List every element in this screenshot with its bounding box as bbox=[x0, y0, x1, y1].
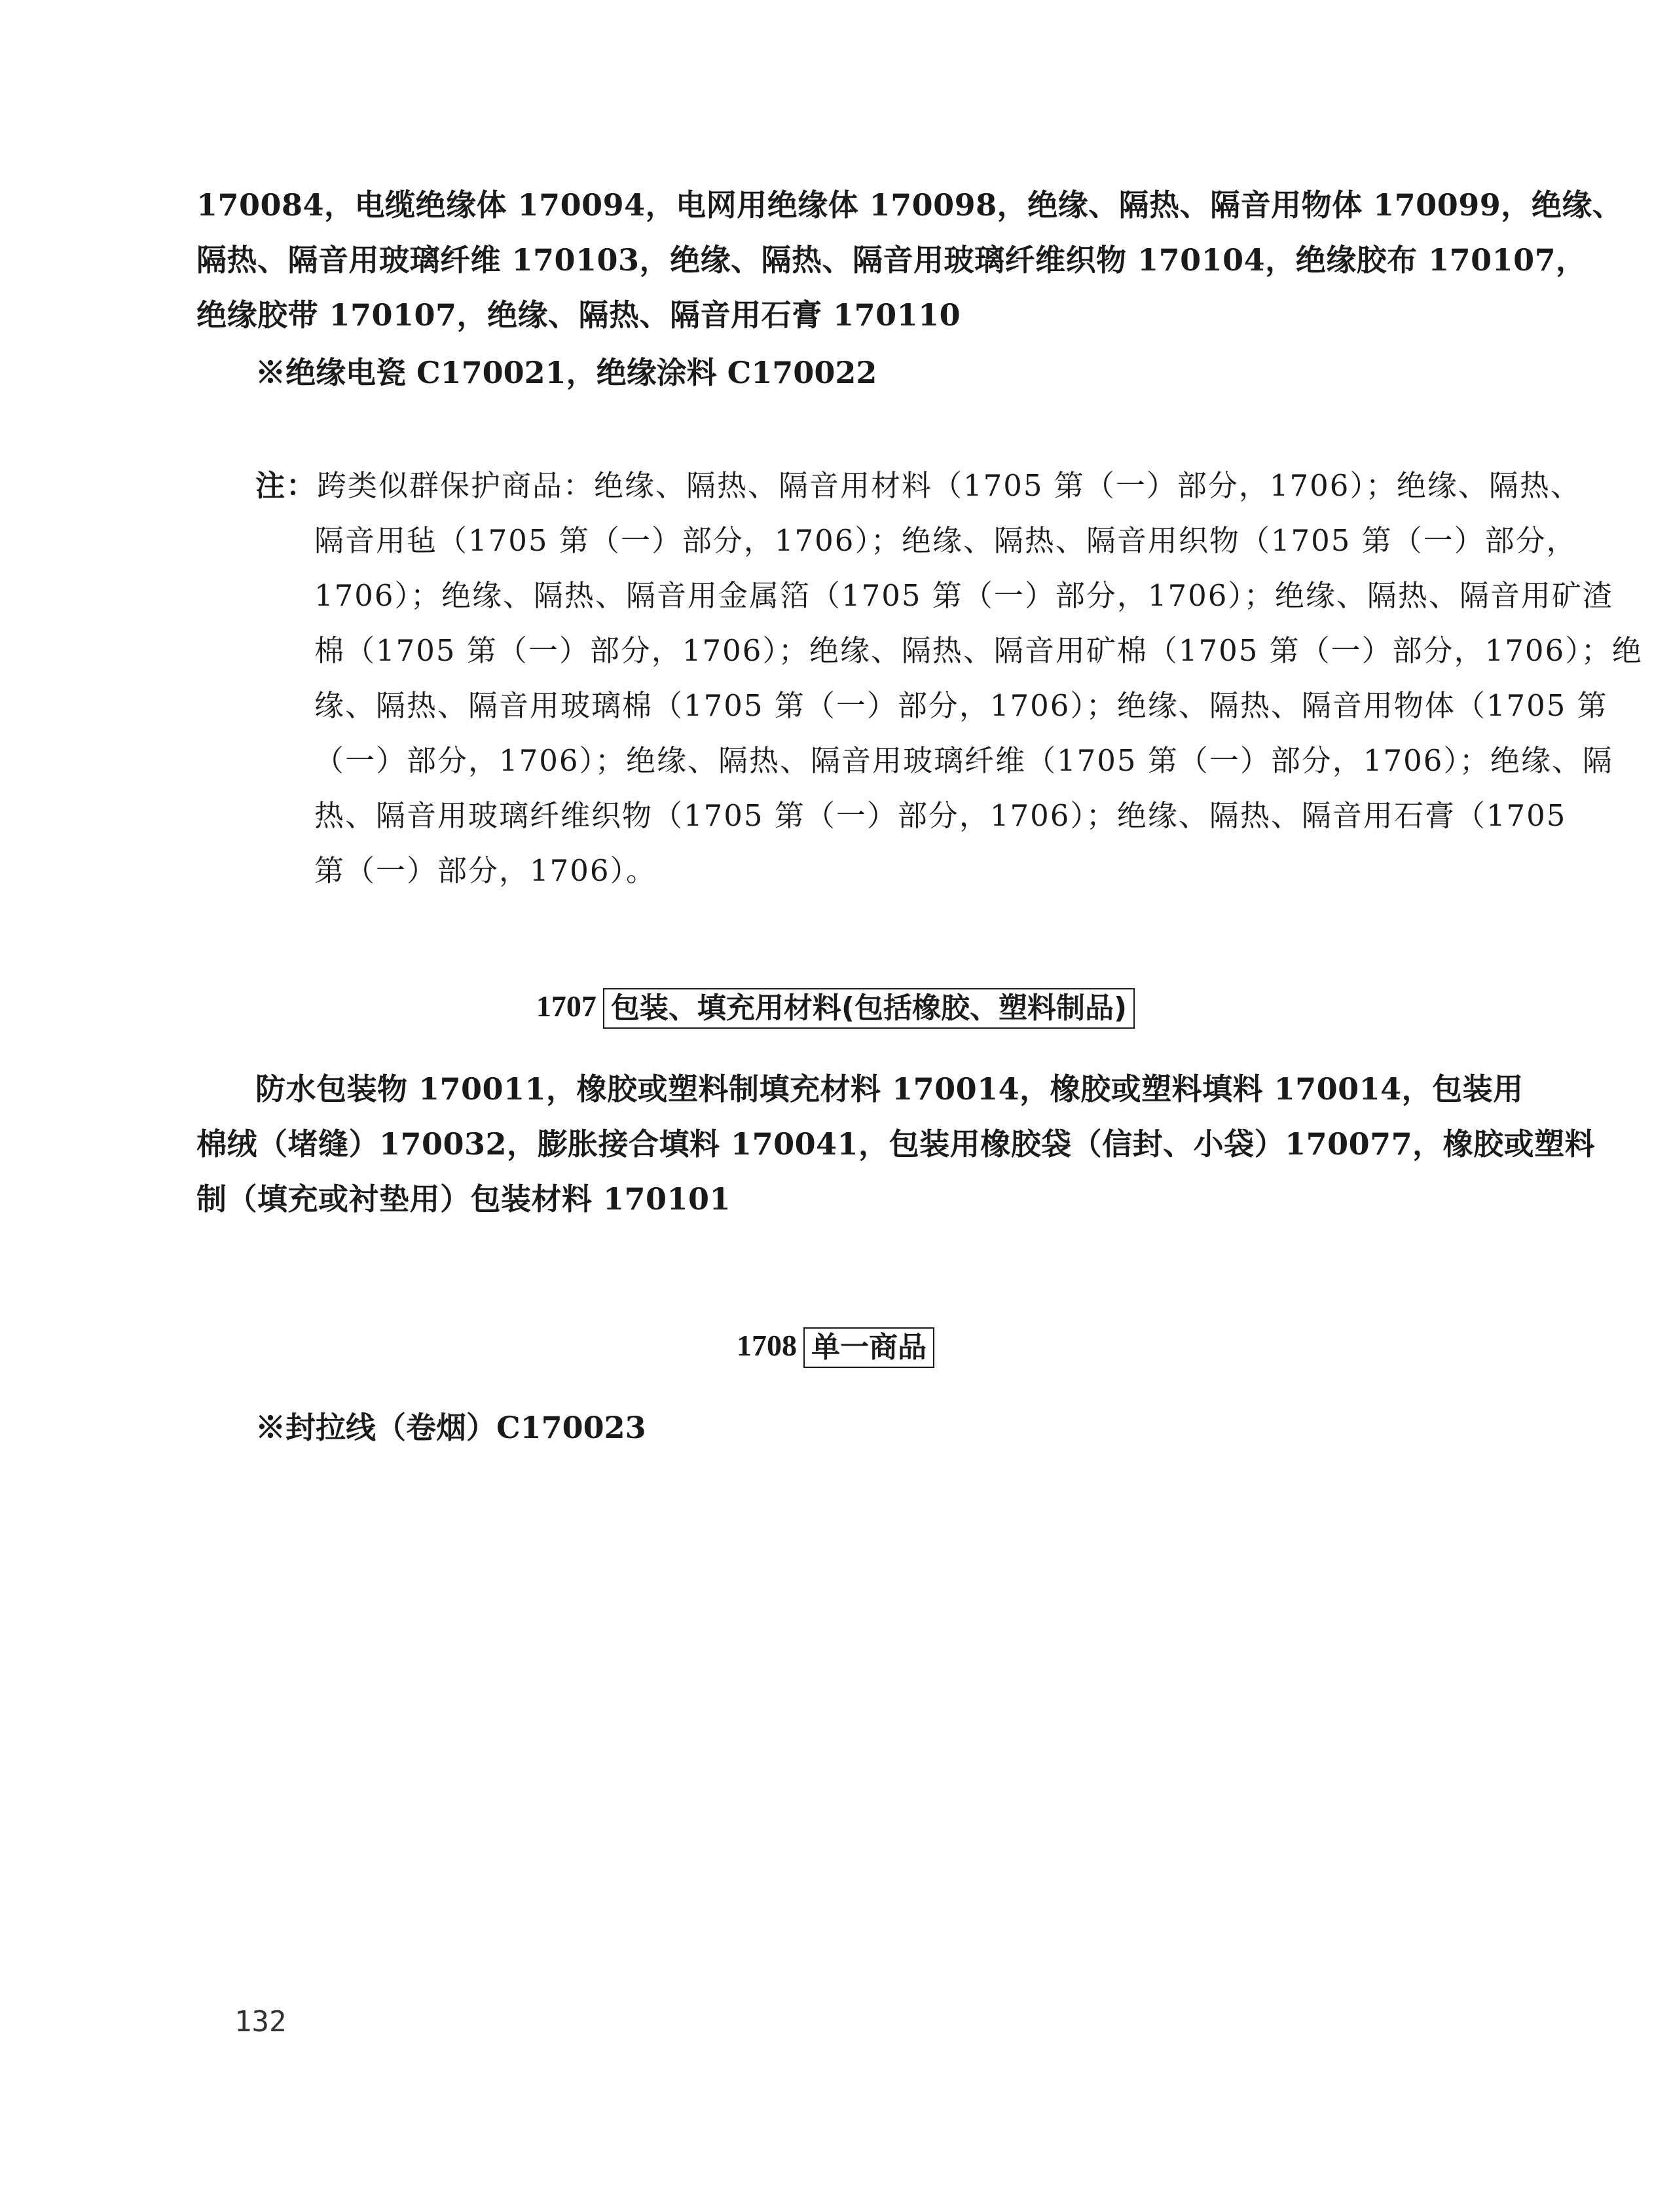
page-number: 132 bbox=[234, 2005, 287, 2038]
special-goods-1706: ※绝缘电瓷 C170021，绝缘涂料 C170022 bbox=[255, 355, 877, 390]
section-1707-line-3: 制（填充或衬垫用）包装材料 170101 bbox=[196, 1181, 731, 1217]
intro-line-1: 170084，电缆绝缘体 170094，电网用绝缘体 170098，绝缘、隔热、隔音用物体 170099，绝缘、 bbox=[196, 187, 1623, 223]
note-line-2: 隔音用毡（1705 第（一）部分，1706）；绝缘、隔热、隔音用织物（1705 第（一）部分， bbox=[314, 523, 1577, 558]
section-1707-heading bbox=[0, 985, 1671, 1029]
intro-line-3: 绝缘胶带 170107，绝缘、隔热、隔音用石膏 170110 bbox=[196, 297, 961, 333]
section-1707-title: 包装、填充用材料(包括橡胶、塑料制品) bbox=[603, 988, 1135, 1029]
section-1708-heading bbox=[0, 1324, 1671, 1368]
special-goods-1708: ※封拉线（卷烟）C170023 bbox=[255, 1410, 646, 1445]
section-1707-number: 1707 bbox=[536, 989, 597, 1023]
section-1707-line-2: 棉绒（堵缝）170032，膨胀接合填料 170041，包装用橡胶袋（信封、小袋）170077，橡胶或塑料 bbox=[196, 1126, 1596, 1162]
note-line-5: 缘、隔热、隔音用玻璃棉（1705 第（一）部分，1706）；绝缘、隔热、隔音用物体（1705 第 bbox=[314, 688, 1608, 723]
note-line-4: 棉（1705 第（一）部分，1706）；绝缘、隔热、隔音用矿棉（1705 第（一）部分，1706）；绝 bbox=[314, 633, 1643, 668]
note-line-8: 第（一）部分，1706）。 bbox=[314, 853, 657, 888]
note-label: 注： bbox=[255, 468, 318, 503]
section-1707-line-1: 防水包装物 170011，橡胶或塑料制填充材料 170014，橡胶或塑料填料 170014，包装用 bbox=[255, 1071, 1524, 1107]
section-1708-title: 单一商品 bbox=[803, 1327, 934, 1368]
note-line-6: （一）部分，1706）；绝缘、隔热、隔音用玻璃纤维（1705 第（一）部分，1706）；绝缘、隔 bbox=[314, 743, 1613, 778]
note-line-3: 1706）；绝缘、隔热、隔音用金属箔（1705 第（一）部分，1706）；绝缘、隔热、隔音用矿渣 bbox=[314, 578, 1613, 613]
note-line-1 bbox=[255, 466, 1581, 506]
intro-line-2: 隔热、隔音用玻璃纤维 170103，绝缘、隔热、隔音用玻璃纤维织物 170104，绝缘胶布 170107， bbox=[196, 242, 1587, 278]
note-line-1-text: 跨类似群保护商品：绝缘、隔热、隔音用材料（1705 第（一）部分，1706）；绝缘、隔热、 bbox=[317, 468, 1581, 503]
note-line-7: 热、隔音用玻璃纤维织物（1705 第（一）部分，1706）；绝缘、隔热、隔音用石膏（1705 bbox=[314, 798, 1567, 833]
section-1708-number: 1708 bbox=[737, 1329, 797, 1362]
